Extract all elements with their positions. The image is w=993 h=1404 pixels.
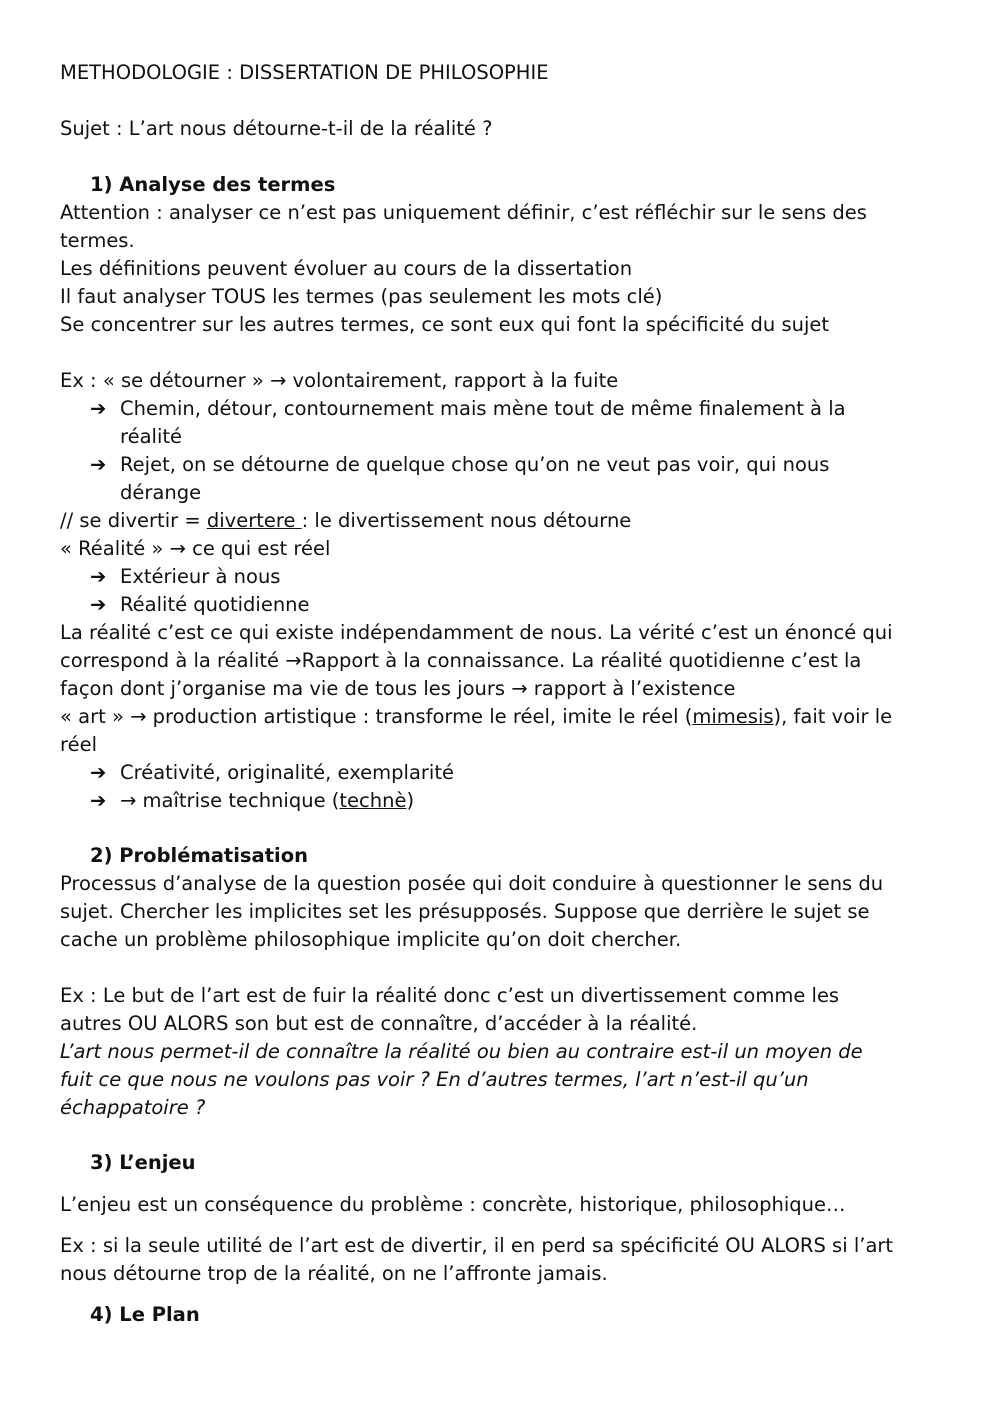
bullet-text: Chemin, détour, contournement mais mène tout de même finalement à la — [120, 397, 846, 420]
paragraph-line: correspond à la réalité →Rapport à la connaissance. La réalité quotidienne c’est la — [60, 649, 862, 672]
section-heading-enjeu: 3) L’enjeu — [90, 1151, 196, 1174]
section-heading-problematisation: 2) Problématisation — [90, 844, 308, 867]
section-heading-plan: 4) Le Plan — [90, 1303, 200, 1326]
paragraph-line: réel — [60, 733, 98, 756]
realite-line: « Réalité » → ce qui est réel — [60, 537, 331, 560]
paragraph-line: Processus d’analyse de la question posée qui doit conduire à questionner le sens du — [60, 872, 884, 895]
bullet-item — [90, 787, 414, 815]
paragraph-line: cache un problème philosophique implicite qu’on doit chercher. — [60, 928, 682, 951]
bullet-item — [90, 759, 454, 787]
paragraph-line: Il faut analyser TOUS les termes (pas seulement les mots clé) — [60, 285, 663, 308]
text-span: → maîtrise technique ( — [120, 789, 340, 812]
bullet-continuation: réalité — [120, 425, 183, 448]
text-span: ), fait voir le — [773, 705, 893, 728]
arrow-bullet-icon: ➔ — [90, 593, 107, 616]
problem-question: fuit ce que nous ne voulons pas voir ? En d’autres termes, l’art n’est-il qu’un — [60, 1068, 809, 1091]
problem-question: échappatoire ? — [60, 1096, 206, 1119]
arrow-bullet-icon: ➔ — [90, 789, 107, 812]
underlined-term: technè — [339, 789, 407, 812]
problem-question: L’art nous permet-il de connaître la réalité ou bien au contraire est-il un moyen de — [60, 1040, 863, 1063]
document-title: METHODOLOGIE : DISSERTATION DE PHILOSOPHIE — [60, 61, 549, 84]
text-span: « art » → production artistique : transforme le réel, imite le réel ( — [60, 705, 693, 728]
paragraph-line: La réalité c’est ce qui existe indépendamment de nous. La vérité c’est un énoncé qui — [60, 621, 893, 644]
bullet-text: Rejet, on se détourne de quelque chose qu’on ne veut pas voir, qui nous — [120, 453, 830, 476]
example-line: Ex : « se détourner » → volontairement, rapport à la fuite — [60, 369, 619, 392]
paragraph-line: Se concentrer sur les autres termes, ce sont eux qui font la spécificité du sujet — [60, 313, 830, 336]
bullet-item — [90, 395, 846, 423]
paragraph-line: Les définitions peuvent évoluer au cours de la dissertation — [60, 257, 633, 280]
underlined-term: mimesis — [692, 705, 774, 728]
example-line: Ex : Le but de l’art est de fuir la réalité donc c’est un divertissement comme les — [60, 984, 840, 1007]
arrow-bullet-icon: ➔ — [90, 397, 107, 420]
arrow-bullet-icon: ➔ — [90, 453, 107, 476]
subject-line: Sujet : L’art nous détourne-t-il de la réalité ? — [60, 117, 493, 140]
bullet-text: Créativité, originalité, exemplarité — [120, 761, 454, 784]
paragraph-line: sujet. Chercher les implicites set les présupposés. Suppose que derrière le sujet se — [60, 900, 870, 923]
paragraph-line: façon dont j’organise ma vie de tous les jours → rapport à l’existence — [60, 677, 736, 700]
bullet-item — [90, 563, 280, 591]
bullet-item — [90, 451, 829, 479]
arrow-bullet-icon: ➔ — [90, 761, 107, 784]
example-line: autres OU ALORS son but est de connaître, d’accéder à la réalité. — [60, 1012, 698, 1035]
text-span: : le divertissement nous détourne — [301, 509, 632, 532]
paragraph-line: L’enjeu est un conséquence du problème : concrète, historique, philosophique… — [60, 1193, 846, 1216]
divertir-line — [60, 507, 631, 535]
section-heading-analyse: 1) Analyse des termes — [90, 173, 336, 196]
text-span: // se divertir = — [60, 509, 207, 532]
example-line: Ex : si la seule utilité de l’art est de divertir, il en perd sa spécificité OU ALORS si l’art — [60, 1234, 894, 1257]
example-line: nous détourne trop de la réalité, on ne l’affronte jamais. — [60, 1262, 608, 1285]
paragraph-line: Attention : analyser ce n’est pas uniquement définir, c’est réfléchir sur le sens des — [60, 201, 867, 224]
text-span: ) — [406, 789, 415, 812]
bullet-text: Extérieur à nous — [120, 565, 281, 588]
bullet-continuation: dérange — [120, 481, 202, 504]
bullet-text: Réalité quotidienne — [120, 593, 310, 616]
paragraph-line: termes. — [60, 229, 135, 252]
bullet-item — [90, 591, 310, 619]
art-line — [60, 703, 892, 731]
arrow-bullet-icon: ➔ — [90, 565, 107, 588]
underlined-term: divertere — [206, 509, 302, 532]
